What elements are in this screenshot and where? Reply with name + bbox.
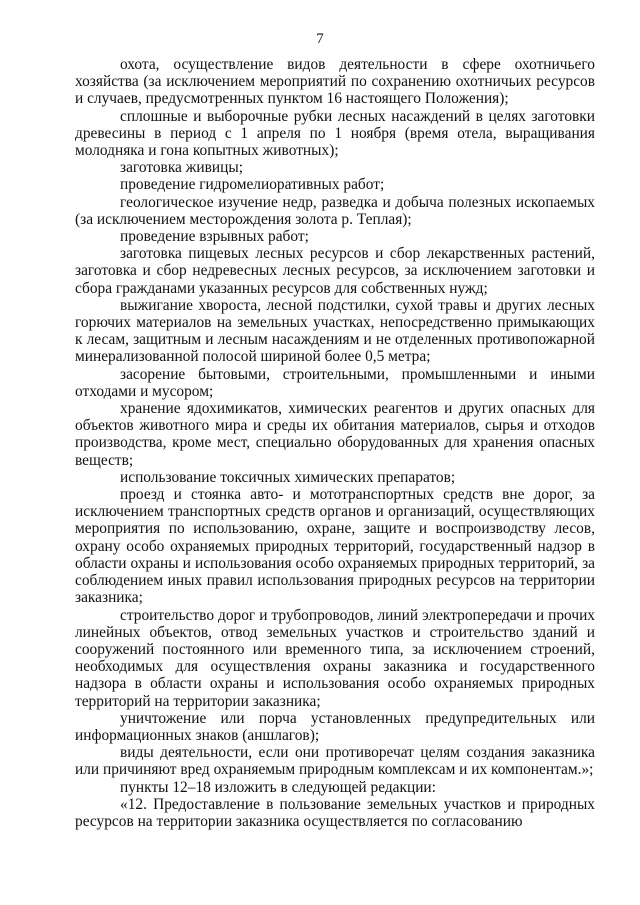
paragraph: геологическое изучение недр, разведка и добыча полезных ископаемых (за исключением месторождения золота р. Теплая); [75,193,595,228]
paragraph: строительство дорог и трубопроводов, линий электропередачи и прочих линейных объектов, отвод земельных участков и строительство зданий и сооружений постоянного или временного типа, за исключением строений, необходимых для осуществления охраны заказника и государственного надзора в области охраны и использования особо охраняемых природных территорий на территории заказника; [75,606,595,710]
paragraph: охота, осуществление видов деятельности в сфере охотничьего хозяйства (за исключением мероприятий по сохранению охотничьих ресурсов и случаев, предусмотренных пунктом 16 настоящего Положения); [75,56,595,108]
paragraph: уничтожение или порча установленных предупредительных или информационных знаков (аншлагов); [75,709,595,744]
paragraph: проезд и стоянка авто- и мототранспортных средств вне дорог, за исключением транспортных средств органов и организаций, осуществляющих мероприятия по использованию, охране, защите и воспроизводству лесов, охрану особо охраняемых природных территорий, государственный надзор в области охраны и использования особо охраняемых природных территорий, за соблюдением иных правил использования природных ресурсов на территории заказника; [75,486,595,607]
paragraph: засорение бытовыми, строительными, промышленными и иными отходами и мусором; [75,365,595,400]
page-number: 7 [316,31,324,47]
paragraph: хранение ядохимикатов, химических реагентов и других опасных для объектов животного мира и среды их обитания материалов, сырья и отходов производства, кроме мест, специально оборудованных для хранения опасных веществ; [75,400,595,469]
paragraph: пункты 12–18 изложить в следующей редакции: [120,778,436,796]
paragraph: заготовка живицы; [120,159,243,177]
paragraph: проведение взрывных работ; [120,228,309,246]
paragraph: сплошные и выборочные рубки лесных насаждений в целях заготовки древесины в период с 1 апреля по 1 ноября (время отела, выращивания молодняка и гона копытных животных); [75,107,595,160]
paragraph: виды деятельности, если они противоречат целям создания заказника или причиняют вред охраняемым природным комплексам и их компонентам.»; [75,744,595,779]
paragraph: «12. Предоставление в пользование земельных участков и природных ресурсов на территории заказника осуществляется по согласованию [75,795,595,830]
paragraph: заготовка пищевых лесных ресурсов и сбор лекарственных растений, заготовка и сбор недревесных лесных ресурсов, за исключением заготовки и сбора гражданами указанных ресурсов для собственных нужд; [75,245,595,297]
paragraph: использование токсичных химических препаратов; [120,468,456,486]
paragraph: выжигание хвороста, лесной подстилки, сухой травы и других лесных горючих материалов на земельных участках, непосредственно примыкающих к лесам, защитным и лесным насаждениям и не отделенных противопожарной минерализованной полосой шириной более 0,5 метра; [75,296,595,366]
paragraph: проведение гидромелиоративных работ; [120,176,385,194]
document-body [75,56,595,830]
